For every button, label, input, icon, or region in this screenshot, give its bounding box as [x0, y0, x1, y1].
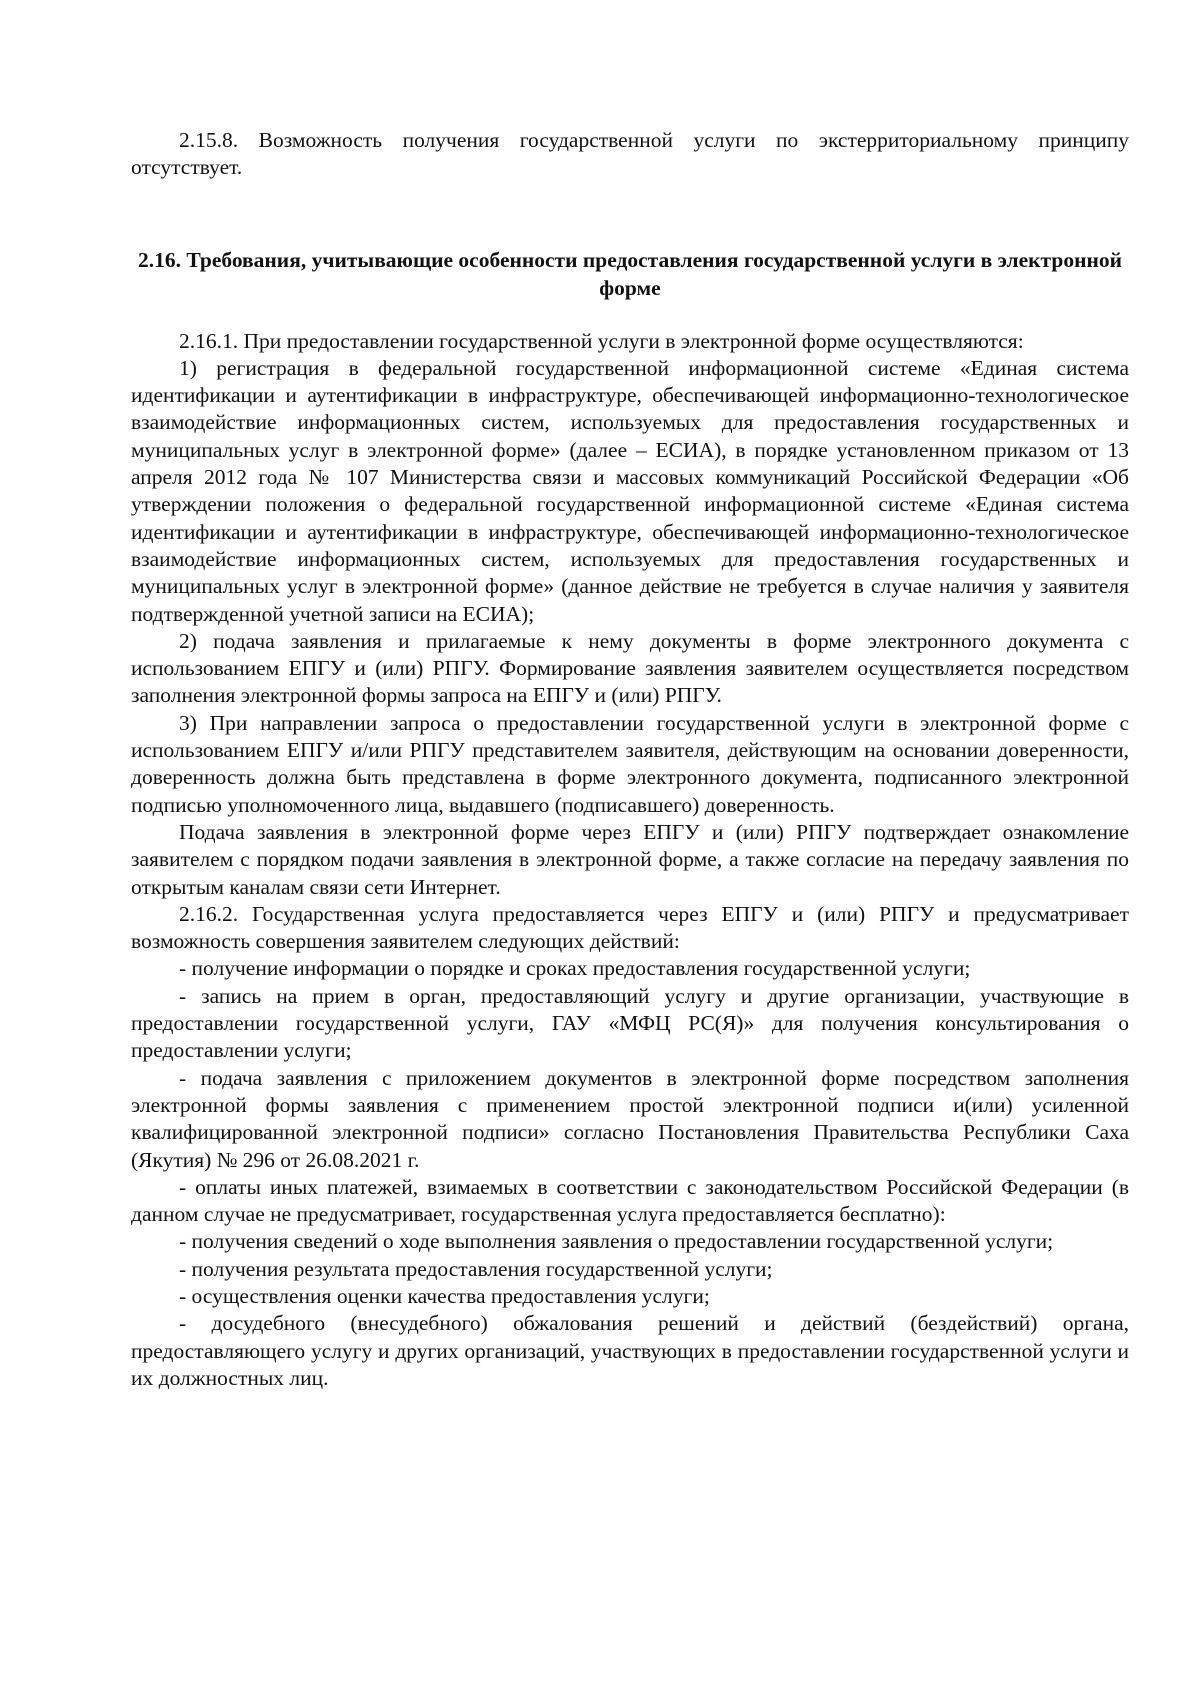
document-page — [131, 127, 1129, 1392]
list-item-1: 1) регистрация в федеральной государственной информационной системе «Единая система идентификации и аутентификации в инфраструктуре, обеспечивающей информационно-технологическое взаимодействие информационных систем, используемых для предоставления государственных и муниципальных услуг в электронной форме» (далее – ЕСИА), в порядке установленном приказом от 13 апреля 2012 года № 107 Министерства связи и массовых коммуникаций Российской Федерации «Об утверждении положения о федеральной государственной информационной системе «Единая система идентификации и аутентификации в инфраструктуре, обеспечивающей информационно-технологическое взаимодействие информационных систем, используемых для предоставления государственных и муниципальных услуг в электронной форме» (данное действие не требуется в случае наличия у заявителя подтвержденной учетной записи на ЕСИА); — [131, 355, 1129, 626]
spacer — [131, 302, 1129, 328]
action-item: - получения сведений о ходе выполнения заявления о предоставлении государственной услуги; — [179, 1229, 1054, 1254]
paragraph-2-15-8: 2.15.8. Возможность получения государственной услуги по экстерриториальному принципу отсутствует. — [131, 128, 1129, 180]
action-item: - получения результата предоставления государственной услуги; — [179, 1256, 773, 1281]
action-item: - получение информации о порядке и сроках предоставления государственной услуги; — [179, 956, 971, 981]
action-item: - подача заявления с приложением документов в электронной форме посредством заполнения электронной формы заявления с применением простой электронной подписи и(или) усиленной квалифицированной электронной подписи» согласно Постановления Правительства Республики Саха (Якутия) № 296 от 26.08.2021 г. — [131, 1065, 1129, 1172]
action-item: - оплаты иных платежей, взимаемых в соответствии с законодательством Российской Федерации (в данном случае не предусматривает, государственная услуга предоставляется бесплатно): — [131, 1174, 1129, 1227]
action-item: - досудебного (внесудебного) обжалования решений и действий (бездействий) органа, предоставляющего услугу и других организаций, участвующих в предоставлении государственной услуги и их должностных лиц. — [131, 1311, 1129, 1390]
list-item-2: 2) подача заявления и прилагаемые к нему документы в форме электронного документа с использованием ЕПГУ и (или) РПГУ. Формирование заявления заявителем осуществляется посредством заполнения электронной формы запроса на ЕПГУ и (или) РПГУ. — [131, 628, 1129, 708]
paragraph-2-16-1: 2.16.1. При предоставлении государственной услуги в электронной форме осуществляются: — [179, 328, 1024, 353]
paragraph-submission: Подача заявления в электронной форме через ЕПГУ и (или) РПГУ подтверждает ознакомление заявителем с порядком подачи заявления в электронной форме, а также согласие на передачу заявления по открытым каналам связи сети Интернет. — [131, 819, 1129, 899]
paragraph-2-16-2: 2.16.2. Государственная услуга предоставляется через ЕПГУ и (или) РПГУ и предусматривает возможность совершения заявителем следующих действий: — [131, 901, 1129, 954]
action-item: - запись на прием в орган, предоставляющий услугу и другие организации, участвующие в предоставлении государственной услуги, ГАУ «МФЦ РС(Я)» для получения консультирования о предоставлении услуги; — [131, 983, 1129, 1063]
list-item-3: 3) При направлении запроса о предоставлении государственной услуги в электронной форме с использованием ЕПГУ и/или РПГУ представителем заявителя, действующим на основании доверенности, доверенность должна быть представлена в форме электронного документа, подписанного электронной подписью уполномоченного лица, выдавшего (подписавшего) доверенность. — [131, 710, 1129, 817]
section-heading-2-16: 2.16. Требования, учитывающие особенности предоставления государственной услуги в электронной форме — [137, 247, 1122, 300]
spacer — [131, 182, 1129, 246]
action-item: - осуществления оценки качества предоставления услуги; — [179, 1283, 710, 1308]
